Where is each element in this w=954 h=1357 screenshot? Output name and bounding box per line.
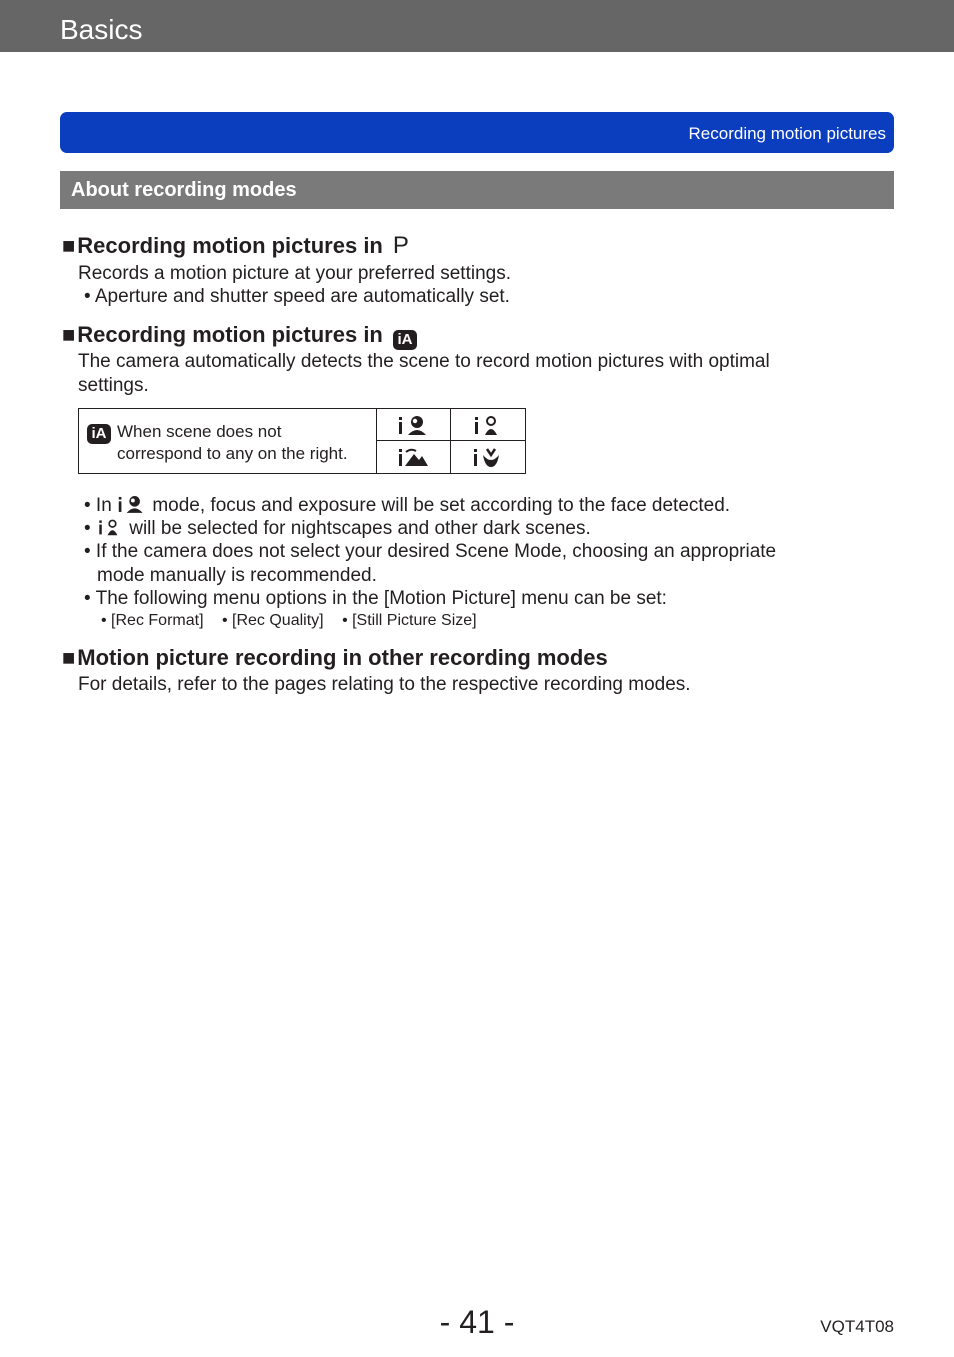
scene-table-default-cell (79, 409, 377, 473)
subsection-title: About recording modes (71, 179, 297, 201)
menu-option-rec-format: • [Rec Format] (101, 612, 204, 629)
ia-mode-description (78, 350, 770, 398)
heading-other-modes (62, 645, 608, 671)
ia-mode-description-line2: settings. (78, 375, 149, 396)
note-scene-mode-line1: • If the camera does not select your desired Scene Mode, choosing an appropriate (84, 541, 777, 562)
note-night-scenes-text: will be selected for nightscapes and other dark scenes. (129, 518, 591, 539)
document-code: VQT4T08 (820, 1317, 894, 1336)
i-night-portrait-icon (451, 409, 525, 441)
heading-p-mode (62, 233, 409, 259)
ia-mode-description-line1: The camera automatically detects the scene to record motion pictures with optimal (78, 351, 770, 372)
square-bullet-icon: ■ (62, 233, 76, 258)
menu-options-list (101, 611, 491, 631)
heading-p-mode-text: Recording motion pictures in (77, 233, 383, 258)
scene-table-text-line1: When scene does not (117, 422, 282, 441)
square-bullet-icon: ■ (62, 645, 76, 670)
menu-option-rec-quality: • [Rec Quality] (221, 612, 324, 629)
heading-ia-mode-text: Recording motion pictures in (77, 322, 383, 347)
i-macro-icon (451, 441, 525, 473)
header-title: Basics (60, 14, 143, 45)
square-bullet-icon: ■ (62, 322, 76, 347)
scene-table-text (117, 421, 348, 465)
page-number: - 41 - (439, 1304, 515, 1340)
header-bar (0, 0, 954, 52)
ia-mode-icon: iA (393, 330, 417, 350)
ia-mode-icon: iA (87, 424, 111, 444)
subsection-bar (60, 171, 894, 209)
i-scenery-icon (377, 441, 451, 473)
p-mode-icon: P (392, 232, 409, 259)
p-mode-description: Records a motion picture at your preferred settings. (78, 263, 511, 284)
menu-option-still-picture-size: • [Still Picture Size] (342, 612, 477, 629)
scene-table-text-line2: correspond to any on the right. (117, 444, 348, 463)
note-face-detection-prefix: • In (84, 495, 112, 516)
note-night-scenes-prefix: • (84, 518, 91, 539)
section-banner-label: Recording motion pictures (688, 124, 886, 143)
heading-other-modes-text: Motion picture recording in other recording modes (77, 645, 608, 670)
i-portrait-icon (377, 409, 451, 441)
note-menu-options: • The following menu options in the [Motion Picture] menu can be set: (84, 588, 667, 609)
heading-ia-mode (62, 322, 417, 350)
scene-detection-table (78, 408, 526, 474)
section-banner (60, 112, 894, 153)
other-modes-description: For details, refer to the pages relating to the respective recording modes. (78, 674, 691, 695)
p-mode-bullet: • Aperture and shutter speed are automatically set. (84, 286, 510, 307)
note-scene-mode-line2: mode manually is recommended. (97, 565, 377, 586)
note-face-detection-text: mode, focus and exposure will be set according to the face detected. (152, 495, 731, 516)
